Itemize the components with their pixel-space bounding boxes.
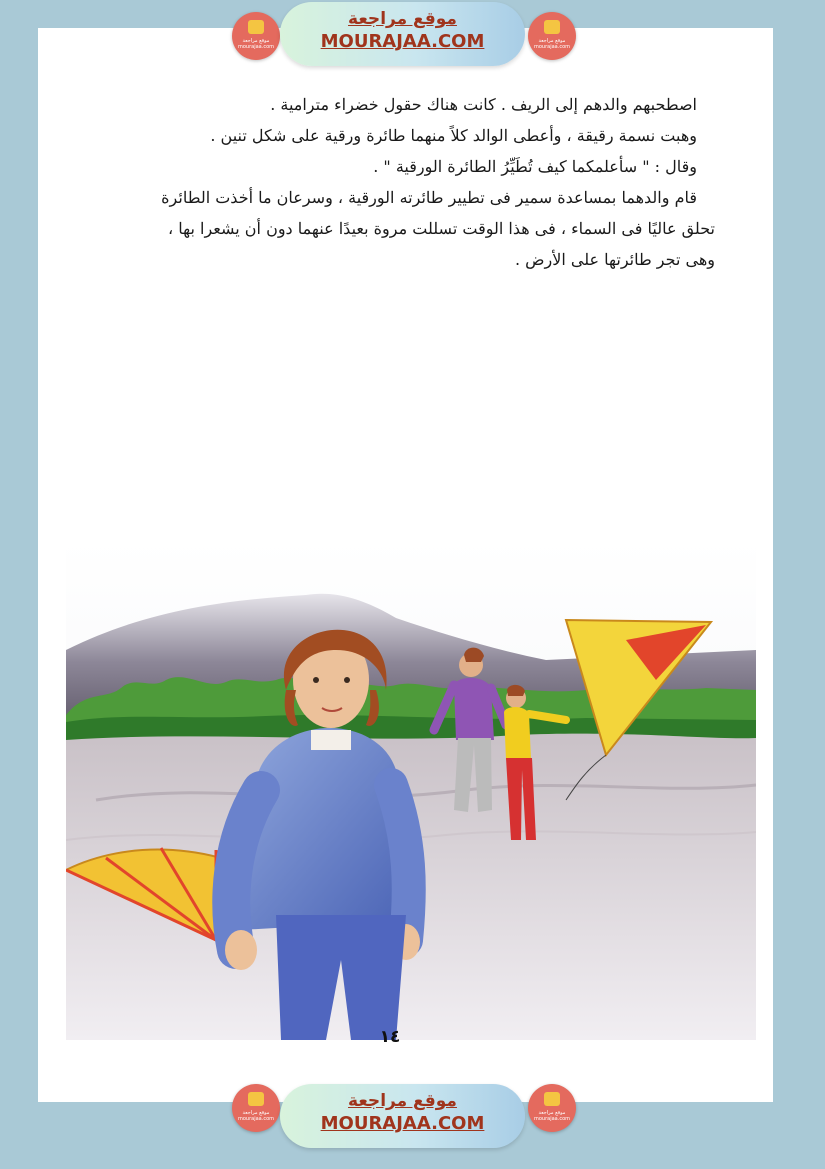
site-name-ar: موقع مراجعة xyxy=(348,1091,457,1111)
story-line-1: اصطحبهم والدهم إلى الريف . كانت هناك حقول خضراء مترامية . xyxy=(270,95,697,114)
logo-icon xyxy=(248,1092,264,1106)
logo-badge-right-top xyxy=(528,12,576,60)
story-line-2: وهبت نسمة رقيقة ، وأعطى الوالد كلاً منهما طائرة ورقية على شكل تنين . xyxy=(210,126,697,145)
story-line-5: تحلق عاليًا فى السماء ، فى هذا الوقت تسللت مروة بعيدًا عنهما دون أن يشعرا بها ، xyxy=(167,219,715,238)
story-text xyxy=(95,92,715,278)
site-banner-bottom[interactable] xyxy=(280,1084,525,1148)
logo-icon xyxy=(248,20,264,34)
story-line-6: وهى تجر طائرتها على الأرض . xyxy=(514,250,715,269)
badge-text-en: mourajaa.com xyxy=(238,44,275,50)
site-url[interactable]: MOURAJAA.COM xyxy=(320,1113,485,1134)
logo-icon xyxy=(544,20,560,34)
badge-text-en: mourajaa.com xyxy=(238,1116,275,1122)
story-line-3: وقال : " سأعلمكما كيف تُطَيِّرُ الطائرة الورقية " . xyxy=(373,157,697,176)
site-url[interactable]: MOURAJAA.COM xyxy=(320,31,485,52)
page-number: ١٤ xyxy=(379,1027,401,1047)
badge-text-en: mourajaa.com xyxy=(534,44,571,50)
site-banner-top[interactable] xyxy=(280,2,525,66)
story-illustration xyxy=(66,540,756,1040)
logo-icon xyxy=(544,1092,560,1106)
site-name-ar: موقع مراجعة xyxy=(348,9,457,29)
badge-text-ar: موقع مراجعة xyxy=(242,1110,270,1116)
badge-text-en: mourajaa.com xyxy=(534,1116,571,1122)
logo-badge-left-bottom xyxy=(232,1084,280,1132)
badge-text-ar: موقع مراجعة xyxy=(538,38,566,44)
badge-text-ar: موقع مراجعة xyxy=(242,38,270,44)
badge-text-ar: موقع مراجعة xyxy=(538,1110,566,1116)
logo-badge-left-top xyxy=(232,12,280,60)
story-line-4: قام والدهما بمساعدة سمير فى تطيير طائرته الورقية ، وسرعان ما أخذت الطائرة xyxy=(161,188,697,207)
logo-badge-right-bottom xyxy=(528,1084,576,1132)
